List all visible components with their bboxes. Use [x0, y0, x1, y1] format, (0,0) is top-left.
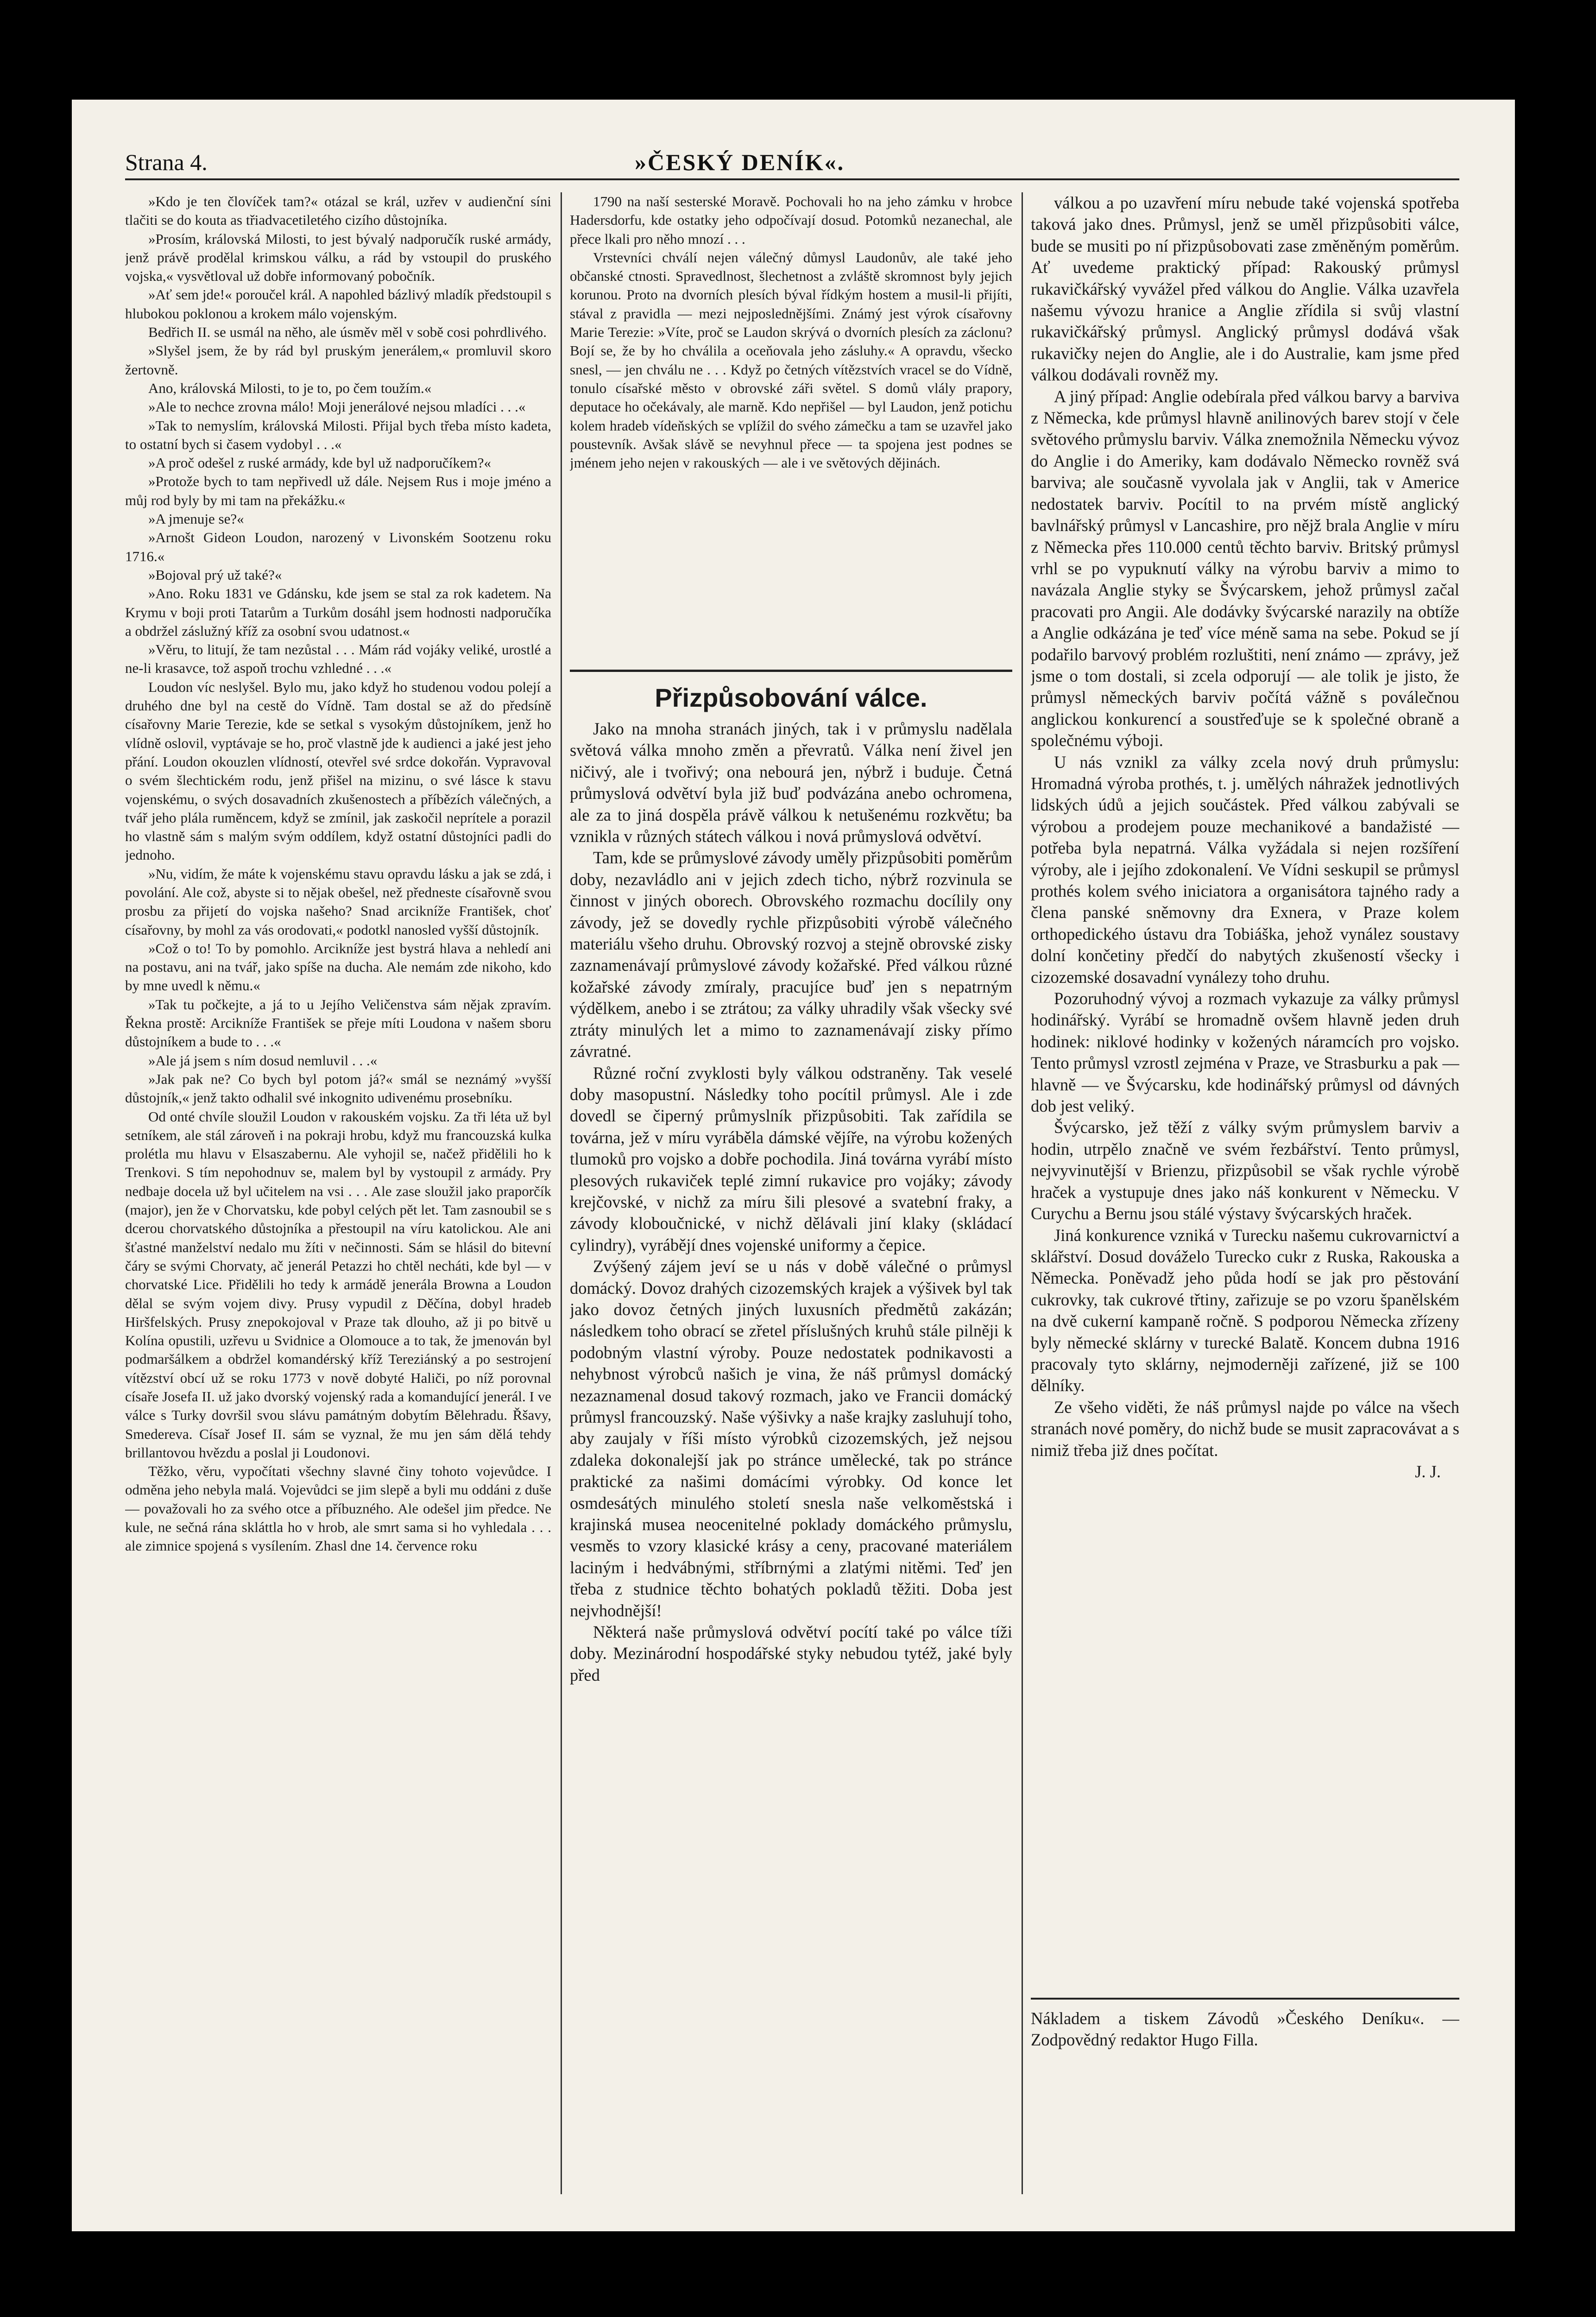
paragraph: Ano, královská Milosti, to je to, po čem toužím.«	[148, 380, 432, 396]
paragraph: Pozoruhodný vývoj a rozmach vykazuje za války průmysl hodinářský. Vyrábí se hromadně ovšem hlavně jeden druh hodinek: niklové hodinky v kožených náramcích pro vojsko. Tento průmysl vzrostl zejména v Praze, ve Strasburku a pak — hlavně — ve Švýcarsku, kde hodinářský průmysl od dávných dob jest veliký.	[1031, 989, 1459, 1116]
paragraph: 1790 na naší sesterské Moravě. Pochovali ho na jeho zámku v hrobce Hadersdorfu, kde ostatky jeho odpočívají dosud. Potomků nezanechal, ale přece lkali pro něho mnozí . . .	[570, 193, 1012, 247]
paragraph: Některá naše průmyslová odvětví pocítí také po válce tíži doby. Mezinárodní hospodářské styky nebudou tytéž, jaké byly před	[570, 1622, 1012, 1684]
paragraph: »Ale já jsem s ním dosud nemluvil . . .«	[148, 1052, 378, 1069]
paragraph: »Tak to nemyslím, královská Milosti. Přijal bych třeba místo kadeta, to ostatní bych si časem vydobyl . . .«	[125, 417, 551, 452]
column-2	[570, 192, 1012, 2194]
imprint-divider	[1031, 1998, 1459, 2000]
column-1	[125, 192, 551, 2194]
paragraph: »Ať sem jde!« poroučel král. A napohled bázlivý mladík předstoupil s hlubokou poklonou a krokem málo vojenským.	[125, 286, 551, 322]
paragraph: Jiná konkurence vzniká v Turecku našemu cukrovarnictví a sklářství. Dosud dováželo Turecko cukr z Ruska, Rakouska a Německa. Poněvadž jeho půda hodí se jak pro pěstování cukrovky, tak cukrové třtiny, zařizuje se po vzoru španělském na dvě cukerní kampaně ročně. S podporou Německa zřízeny byly německé sklárny v turecké Balatě. Koncem dubna 1916 pracovaly tyto sklárny, nejmoderněji zařízené, již se 100 dělníky.	[1031, 1225, 1459, 1395]
newspaper-page	[72, 100, 1515, 2231]
paragraph: Loudon víc neslyšel. Bylo mu, jako když ho studenou vodou polejí a druhého dne byl na cestě do Vídně. Tam dostal se až do předsíně císařovny Marie Terezie, kde se setkal s vysokým důstojníkem, jenž ho vlídně oslovil, vyptávaje se ho, proč vlastně jde k audienci a jaké jest jeho přání. Loudon okouzlen vlídností, otevřel své srdce dokořán. Vypravoval o svém šlechtickém rodu, jenž přišel na mizinu, o své lásce k stavu vojenskému, o svých dosavadních zkušenostech a příbězích válečných, a tvář jeho plála ruměncem, když se zmínil, jak zaskočil neprítele a porazil ho vlastně sám s malým svým oddílem, když ostatní důstojníci padli do jednoho.	[125, 678, 551, 863]
paragraph: Zvýšený zájem jeví se u nás v době válečné o průmysl domácký. Dovoz drahých cizozemských krajek a výšivek byl tak jako dovoz četných jiných luxusních předmětů zakázán; následkem toho obrací se zřetel příslušných kruhů stále pilněji k podobným vlastní výroby. Pouze nedostatek podnikavosti a nehybnost výrobců našich je vina, že náš průmysl domácký nezaznamenal dosud takový rozmach, jako ve Francii domácký průmysl francouzský. Naše výšivky a naše krajky zasluhují toho, aby zaujaly v říši místo výrobků cizozemských, jež nejsou zdaleka dokonalejší jak po stránce umělecké, tak po stránce praktické za našimi domácími výrobky. Od konce let osmdesátých minulého století snesla naše velkoměstská i krajinská musea neocenitelné poklady domáckého průmyslu, vesměs to vzory klasické krásy a ceny, pracované materiálem laciným i hedvábnými, stříbrnými a zlatými nitěmi. Teď jen třeba z studnice těchto bohatých pokladů těžiti. Doba jest nejvhodnější!	[570, 1257, 1012, 1620]
paragraph: »Ale to nechce zrovna málo! Moji jenerálové nejsou mladíci . . .«	[148, 399, 526, 415]
masthead: »ČESKÝ DENÍK«.	[635, 149, 845, 175]
paragraph: Ze všeho viděti, že náš průmysl najde po válce na všech stranách nové poměry, do nichž bude se musit zapracovávat a s nimiž třeba již dnes počítat.	[1031, 1397, 1459, 1460]
paragraph: »A proč odešel z ruské armády, kde byl už nadporučíkem?«	[148, 455, 492, 471]
paragraph: Bedřich II. se usmál na něho, ale úsměv měl v sobě cosi pohrdlivého.	[148, 324, 547, 341]
paragraph: »Bojoval prý už také?«	[148, 566, 282, 583]
paragraph: »Ano. Roku 1831 ve Gdánsku, kde jsem se stal za rok kadetem. Na Krymu v boji proti Tatarům a Turkům dosáhl jsem hodnosti nadporučíka a obdržel záslužný kříž za osobní svou udatnost.«	[125, 585, 551, 639]
paragraph: »Prosím, královská Milosti, to jest bývalý nadporučík ruské armády, jenž právě prodělal krimskou válku, a rád by vstoupil do pruského vojska,« vysvětloval už dobře informovaný pobočník.	[125, 230, 551, 285]
paragraph: U nás vznikl za války zcela nový druh průmyslu: Hromadná výroba prothés, t. j. umělých náhražek jednotlivých lidských údů a jejich součástek. Před válkou zabývali se výrobou a prodejem pouze mechanikové a bandažisté — potřeba byla nepatrná. Válka vyžádala si nejen rozšíření výroby, ale i jejího zdokonalení. Ve Vídni seskupil se průmysl prothés kolem svého iniciatora a organisátora tajného rady a člena panské sněmovny dra Exnera, v Praze kolem orthopedického ústavu dra Tobiáška, jehož vynález soustavy dolní končetiny předčí do nabytých zkušeností všecky i cizozemské dosavadní vynálezy toho druhu.	[1031, 752, 1459, 987]
paragraph: válkou a po uzavření míru nebude také vojenská spotřeba taková jako dnes. Průmysl, jenž se uměl přizpůsobiti válce, bude se musiti po ní přizpůsobovati zase změněným poměrům. Ať uvedeme praktický případ: Rakouský průmysl rukavičkářský vyvážel před válkou do Anglie. Válka uzavřela našemu vývozu hranice a Anglie zřídila si svůj vlastní rukavičkářský průmysl. Anglický průmysl dodává však rukavičky nejen do Anglie, ale i do Australie, kam jsme před válkou dodávali rovněž my.	[1031, 193, 1459, 385]
article-title: Přizpůsobování válce.	[655, 683, 927, 712]
loudon-article-end	[570, 192, 1012, 665]
column-divider-2	[1022, 192, 1023, 2194]
paragraph: Švýcarsko, jež těží z války svým průmyslem barviv a hodin, utrpělo značně ve svém řezbářství. Tento průmysl, nejvyvinutější v Brienzu, přizpůsobil se však rychle výrobě hraček a vystupuje dnes jako náš konkurent v Německu. V Curychu a Bernu jsou stálé výstavy švýcarských hraček.	[1031, 1118, 1459, 1223]
paragraph: »Protože bych to tam nepřivedl už dále. Nejsem Rus i moje jméno a můj rod byly by mi tam na překážku.«	[125, 473, 551, 508]
paragraph: »Kdo je ten človíček tam?« otázal se král, uzřev v audienční síni tlačiti se do kouta as třiadvacetiletého cizího důstojníka.	[125, 193, 551, 228]
imprint: Nákladem a tiskem Závodů »Českého Deníku«. — Zodpovědný redaktor Hugo Filla.	[1031, 2009, 1459, 2050]
paragraph: Těžko, věru, vypočítati všechny slavné činy tohoto vojevůdce. I odměna jeho nebyla malá. Vojevůdci se jim slepě a byli mu oddáni z duše — považovali ho za svého otce a příbuzného. Ale odešel jim předce. Ne kule, ne sečná rána skláttla ho v hrob, ale smrt sama si ho vyhledala . . . ale zimnice spojená s vysílením. Zhasl dne 14. července roku	[125, 1463, 551, 1554]
paragraph: Od onté chvíle sloužil Loudon v rakouském vojsku. Za tři léta už byl setníkem, ale stál zároveň i na pokraji hrobu, když mu francouzská kulka prolétla mu hlavu v Elsaszabernu. Ale vyhojil se, načež přidělili ho k Trenkovi. S tím nepohodnuv se, malem byl by vystoupil z armády. Pry nedbaje docela už byl učitelem na vsi . . . Ale zase sloužil jako praporčík (major), jen že v Chorvatsku, kde pobyl celých pět let. Tam zasnoubil se s dcerou chorvatského důstojníka a přestoupil na víru katolickou. Ale ani šťastné manželství nedalo mu žíti v nečinnosti. Sám se hlásil do bitevní čáry se svými Chorvaty, ač jenerál Petazzi ho chtěl necháti, kde byl — v chorvatské Lice. Přidělili ho tedy k armádě jenerála Browna a Loudon dělal se svým vojem divy. Prusy vypudil z Děčína, dobyl hradeb Hiršfelských. Prusy znepokojoval v Praze tak dlouho, až ji po bitvě u Kolína opustili, uzřevu u Svidnice a Olomouce a to tak, že jmenován byl podmaršálkem a obdržel komandérský kříž Tereziánský a po sestrojení vítězství obcí už se roku 1773 v nově dobyté Haliči, po níž porovnal císaře Josefa II. už jako dvorský vojenský rada a komandující jenerál. I ve válce s Turky dovršil svou slávu památným dobytím Bělehradu. Řšavy, Smedereva. Císař Josef II. sám se vyznal, že mu jen sám dělá tehdy brillantovou hvězdu a poslal ji Loudonovi.	[125, 1108, 551, 1461]
paragraph: »Jak pak ne? Co bych byl potom já?« smál se neznámý »vyšší důstojník,« jenž takto odhalil své inkognito udivenému prosebníku.	[125, 1070, 551, 1106]
paragraph: »Arnošt Gideon Loudon, narozený v Livonském Sootzenu roku 1716.«	[125, 529, 551, 564]
paragraph: Tam, kde se průmyslové závody uměly přizpůsobiti poměrům doby, nezavládlo ani v jejich zdech ticho, nýbrž rozvinula se činnost v jiných oborech. Obrovského rozmachu docílily ony závody, jež se dovedly rychle přizpůsobiti výrobě válečného materiálu všeho druhu. Obrovský rozvoj a stejně obrovské zisky zaznamenávají průmyslové závody kožařské. Před válkou různé kožařské závody zmíraly, pracujíce buď jen s nepatrným výdělkem, anebo i se ztrátou; za války uhradily však všecky své ztráty minulých let a mimo to zaznamenávají zisky přímo závratné.	[570, 848, 1012, 1061]
page-number: Strana 4.	[125, 149, 208, 175]
author-signature: J. J.	[1415, 1462, 1441, 1481]
paragraph: »A jmenuje se?«	[148, 511, 244, 527]
page-header	[125, 144, 1459, 180]
article-divider	[570, 670, 1012, 672]
article-continuation	[1031, 192, 1459, 1981]
paragraph: »Slyšel jsem, že by rád byl pruským jenerálem,« promluvil skoro žertovně.	[125, 342, 551, 378]
article-body	[570, 718, 1012, 1686]
paragraph: »Nu, vidím, že máte k vojenskému stavu opravdu lásku a jak se zdá, i povolání. Ale což, abyste si to nějak obešel, než předneste císařovně svou prosbu za přijetí do vojska našeho? Snad arcikníže František, choť císařovny, by mohl za vás orodovati,« podotkl nanosled vyšší důstojník.	[125, 865, 551, 938]
paragraph: Jako na mnoha stranách jiných, tak i v průmyslu nadělala světová válka mnoho změn a převratů. Válka není živel jen ničivý, ale i tvořivý; ona nebourá jen, nýbrž i buduje. Četná průmyslová odvětví byla již buď podvázána anebo ochromena, ale za to jiná dospěla právě válkou k netušenému rozkvětu; ba vznikla v různých státech válkou i nová průmyslová odvětví.	[570, 719, 1012, 846]
paragraph: »Tak tu počkejte, a já to u Jejího Veličenstva sám nějak zpravím. Řekna prostě: Arcikníže František se přeje míti Loudona v našem sboru důstojníkem a bude to . . .«	[125, 996, 551, 1050]
paragraph: A jiný případ: Anglie odebírala před válkou barvy a barviva z Německa, kde průmysl hlavně anilinových barev stojí v čele světového průmyslu barviv. Válka znemožnila Německu vývoz do Anglie i do Ameriky, kam dodávalo Německo rovněž svá barviva; ale současně vyvolala jak v Anglii, tak v Americe nedostatek barviv. Pocítil to na prvém místě anglický bavlnářský průmysl v Lancashire, pro nějž brala Anglie v míru z Německa přes 110.000 centů těchto barviv. Britský průmysl vrhl se po vypuknutí války na výrobu barviv a mimo to navázala Anglie styky se Švýcarskem, jehož průmysl začal pracovati pro Angii. Ale dodávky švýcarské narazily na obtíže a Anglie odkázána je teď více méně sama na sebe. Pokud se jí podařilo barvový problém rozluštiti, není známo — zprávy, jež jsme o tom dostali, si zcela odporují — ale tolik je jisto, že průmysl německých barviv počítá vážně s poválečnou anglickou konkurencí a soustřeďuje se k společné obraně a společnému výboji.	[1031, 386, 1459, 750]
paragraph: »Věru, to litují, že tam nezůstal . . . Mám rád vojáky veliké, urostlé a ne-li krasavce, tož aspoň trochu vzhledné . . .«	[125, 641, 551, 677]
paragraph: Vrstevníci chválí nejen válečný důmysl Laudonův, ale také jeho občanské ctnosti. Spravedlnost, šlechetnost a zvláště skromnost byly jejich korunou. Proto na dvorních plesích býval řídkým hostem a musil-li přijíti, stával z pravidla — mezi nejposlednějšími. Známý jest výrok císařovny Marie Terezie: »Víte, proč se Laudon skrývá o dvorních plesích za záclonu? Bojí se, že by ho chválila a oceňovala jeho zásluhy.« A opravdu, všecko snesl, — jen chválu ne . . . Když po četných vítězstvích vracel se do Vídně, tonulo císařské město v obrovské záři světel. S domů vlály prapory, deputace ho očekávaly, ale marně. Kdo nepřišel — byl Laudon, jenž potichu kolem hradeb vídeňských se vplížil do svého zámečku a tam se uzavřel jako poustevník. Avšak slávě se nevyhnul přece — ta spojena jest podnes se jménem jeho nejen v rakouských — ale i ve světových dějinách.	[570, 249, 1012, 471]
paragraph: Různé roční zvyklosti byly válkou odstraněny. Tak veselé doby masopustní. Následky toho pocítil průmysl. Ale i zde dovedl se čiperný průmyslník přizpůsobiti. Tak zařídila se továrna, jež v míru vyráběla dámské vějíře, na výrobu kožených tlumoků pro vojsko a dobře pochodila. Jiná továrna vyrábí místo plesových rukaviček teplé zimní rukavice pro vojáky; závody krejčovské, v nichž za míru šili plesové a svatební fraky, a závody kloboučnické, v nichž dělávali jiní klaky (skládací cylindry), vyrábějí dnes vojenské uniformy a čepice.	[570, 1063, 1012, 1254]
column-divider-1	[561, 192, 562, 2194]
column-3	[1031, 192, 1459, 2194]
paragraph: »Což o to! To by pomohlo. Arcikníže jest bystrá hlava a nehledí ani na postavu, ani na tvář, jako spíše na ducha. Ale nemám zde nikoho, kdo by mne uvedl k němu.«	[125, 940, 551, 994]
